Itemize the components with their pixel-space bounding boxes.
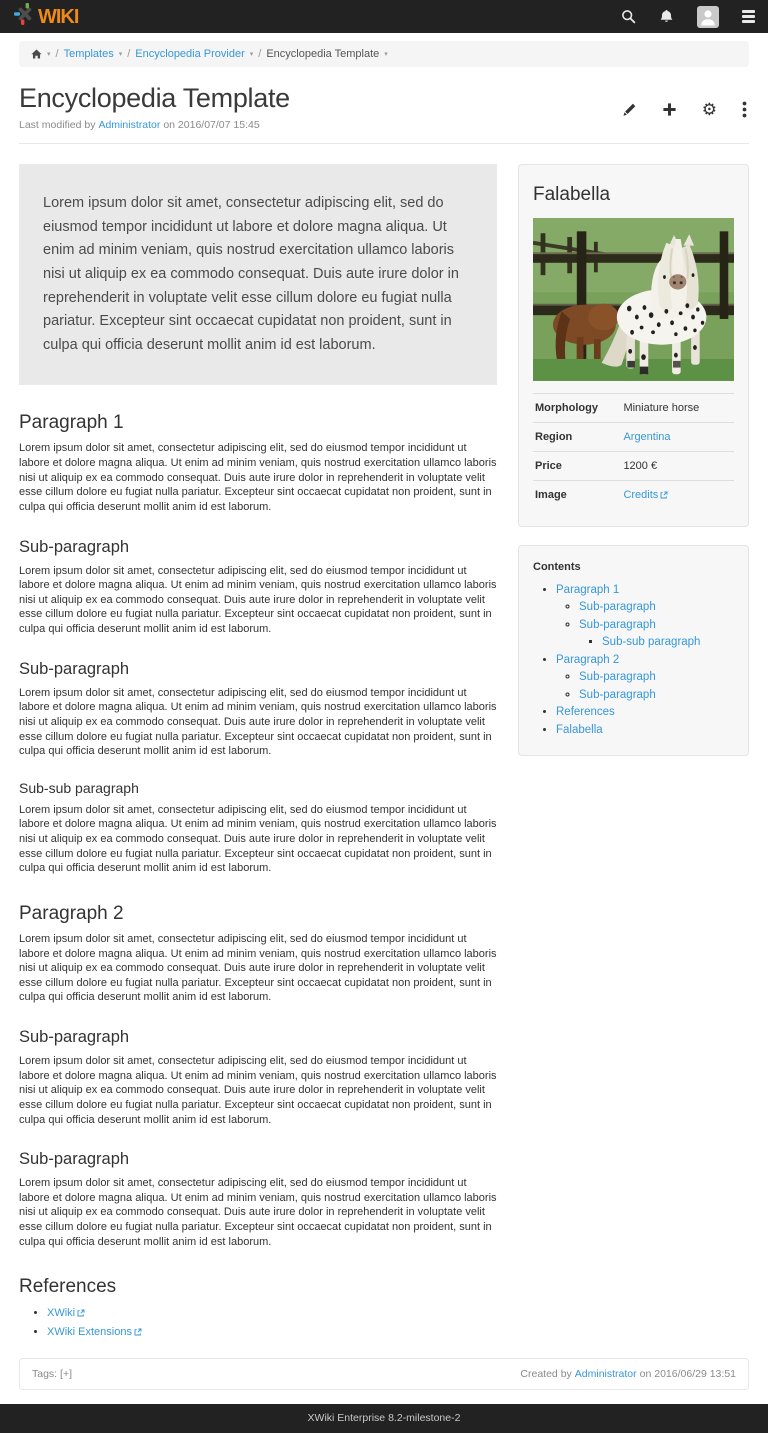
section-sub-paragraph-1b (19, 660, 497, 759)
section-paragraph-1 (19, 412, 497, 514)
toc-link-sub-paragraph[interactable]: Sub-paragraph (579, 671, 656, 684)
document-footer-bar (19, 1358, 749, 1390)
toc-item (579, 687, 734, 704)
section-body: Lorem ipsum dolor sit amet, consectetur adipiscing elit, sed do eiusmod tempor incididunt ut labore et dolore magna aliqua. Ut enim ad minim veniam, quis nostrud exercitation ullamco laboris nisi ut aliquip ex ea commodo consequat. Duis aute irure dolor in reprehenderit in voluptate velit esse cillum dolore eu fugiat nulla pariatur. Excepteur sint occaecat cupidatat non proident, sunt in culpa qui officia deserunt mollit anim id est laborum. (19, 686, 497, 758)
section-sub-paragraph-2b (19, 1150, 497, 1249)
menu-hamburger-icon[interactable] (742, 10, 755, 23)
toc-link-sub-paragraph[interactable]: Sub-paragraph (579, 618, 656, 631)
row-value: Miniature horse (623, 401, 700, 414)
row-label: Price (535, 459, 562, 472)
add-tag-button[interactable]: [+] (60, 1368, 72, 1381)
table-row (533, 422, 734, 451)
references-list (19, 1305, 497, 1341)
falabella-infobox-panel (518, 164, 749, 527)
templates-caret-icon[interactable]: ▾ (118, 50, 123, 58)
current-page-caret-icon[interactable]: ▾ (384, 50, 388, 58)
section-body: Lorem ipsum dolor sit amet, consectetur adipiscing elit, sed do eiusmod tempor incididunt ut labore et dolore magna aliqua. Ut enim ad minim veniam, quis nostrud exercitation ullamco laboris nisi ut aliquip ex ea commodo consequat. Duis aute irure dolor in reprehenderit in voluptate velit esse cillum dolore eu fugiat nulla pariatur. Excepteur sint occaecat cupidatat non proident, sunt in culpa qui officia deserunt mollit anim id est laborum. (19, 442, 497, 513)
created-by-user-link[interactable]: Administrator (574, 1368, 637, 1381)
xwiki-logo[interactable] (13, 2, 78, 31)
row-label: Image (535, 488, 567, 501)
user-avatar[interactable] (697, 6, 719, 28)
section-body: Lorem ipsum dolor sit amet, consectetur adipiscing elit, sed do eiusmod tempor incididunt ut labore et dolore magna aliqua. Ut enim ad minim veniam, quis nostrud exercitation ullamco laboris nisi ut aliquip ex ea commodo consequat. Duis aute irure dolor in reprehenderit in voluptate velit esse cillum dolore eu fugiat nulla pariatur. Excepteur sint occaecat cupidatat non proident, sunt in culpa qui officia deserunt mollit anim id est laborum. (19, 932, 497, 1004)
document-content (19, 164, 497, 1342)
infobox-table (533, 393, 734, 510)
reference-item (47, 1305, 497, 1323)
created-by-line: Created by Administrator on 2016/06/29 13:51 (520, 1368, 736, 1381)
table-row (533, 480, 734, 510)
section-heading: Paragraph 1 (19, 412, 124, 434)
toc-link-falabella[interactable]: Falabella (556, 723, 603, 736)
toc-link-sub-sub-paragraph[interactable]: Sub-sub paragraph (602, 636, 701, 649)
toc-link-references[interactable]: References (556, 706, 615, 719)
page-title: Encyclopedia Template (19, 83, 290, 113)
lead-paragraph-box: Lorem ipsum dolor sit amet, consectetur adipiscing elit, sed do eiusmod tempor incididunt ut labore et dolore magna aliqua. Ut enim ad minim veniam, quis nostrud exercitation ullamco laboris nisi ut aliquip ex ea commodo consequat. Duis aute irure dolor in reprehenderit in voluptate velit esse cillum dolore eu fugiat nulla pariatur. Excepteur sint occaecat cupidatat non proident, sunt in culpa qui officia deserunt mollit anim id est laborum. (19, 164, 497, 385)
row-label: Morphology (535, 401, 598, 414)
table-row (533, 393, 734, 422)
section-heading: Sub-paragraph (19, 659, 130, 678)
section-paragraph-2 (19, 903, 497, 1005)
row-value: 1200 € (623, 459, 658, 472)
region-argentina-link[interactable]: Argentina (623, 430, 671, 443)
section-heading: Sub-paragraph (19, 537, 130, 556)
toc-item (556, 582, 734, 652)
infobox-title: Falabella (533, 184, 611, 205)
admin-gear-icon[interactable]: ⚙ (701, 100, 717, 119)
xwiki-logo-text: WIKI (38, 5, 79, 28)
table-row (533, 451, 734, 480)
section-body: Lorem ipsum dolor sit amet, consectetur adipiscing elit, sed do eiusmod tempor incididunt ut labore et dolore magna aliqua. Ut enim ad minim veniam, quis nostrud exercitation ullamco laboris nisi ut aliquip ex ea commodo consequat. Duis aute irure dolor in reprehenderit in voluptate velit esse cillum dolore eu fugiat nulla pariatur. Excepteur sint occaecat cupidatat non proident, sunt in culpa qui officia deserunt mollit anim id est laborum. (19, 1055, 497, 1126)
right-sidebar (518, 164, 749, 774)
page-action-buttons (622, 101, 747, 118)
toc-list (533, 582, 734, 739)
section-heading: Sub-sub paragraph (19, 779, 139, 796)
section-body: Lorem ipsum dolor sit amet, consectetur adipiscing elit, sed do eiusmod tempor incididunt ut labore et dolore magna aliqua. Ut enim ad minim veniam, quis nostrud exercitation ullamco laboris nisi ut aliquip ex ea commodo consequat. Duis aute irure dolor in reprehenderit in voluptate velit esse cillum dolore eu fugiat nulla pariatur. Excepteur sint occaecat cupidatat non proident, sunt in culpa qui officia deserunt mollit anim id est laborum. (19, 564, 497, 635)
section-sub-paragraph-1a (19, 538, 497, 637)
tags-area (32, 1368, 72, 1380)
toc-item (579, 617, 734, 652)
contents-panel (518, 545, 749, 756)
references-heading: References (19, 1276, 117, 1298)
image-credits-link[interactable]: Credits (623, 488, 659, 501)
site-footer (0, 1404, 768, 1433)
toc-item (602, 634, 734, 651)
row-label: Region (535, 430, 573, 443)
toc-link-paragraph-2[interactable]: Paragraph 2 (556, 653, 620, 666)
falabella-horse-image (533, 218, 734, 381)
section-heading: Sub-paragraph (19, 1028, 130, 1046)
external-link-icon (660, 490, 668, 502)
home-caret-icon[interactable]: ▾ (47, 50, 51, 58)
toc-link-sub-paragraph[interactable]: Sub-paragraph (579, 688, 656, 701)
document-header (19, 83, 749, 144)
top-navbar (0, 0, 768, 33)
xwiki-logo-x-icon (13, 2, 37, 31)
reference-item (47, 1324, 497, 1342)
toc-item (579, 669, 734, 686)
notifications-bell-icon[interactable] (659, 9, 674, 24)
breadcrumb-link-encyclopedia-provider[interactable]: Encyclopedia Provider (135, 48, 245, 60)
section-body: Lorem ipsum dolor sit amet, consectetur adipiscing elit, sed do eiusmod tempor incididunt ut labore et dolore magna aliqua. Ut enim ad minim veniam, quis nostrud exercitation ullamco laboris nisi ut aliquip ex ea commodo consequat. Duis aute irure dolor in reprehenderit in voluptate velit esse cillum dolore eu fugiat nulla pariatur. Excepteur sint occaecat cupidatat non proident, sunt in culpa qui officia deserunt mollit anim id est laborum. (19, 1177, 497, 1248)
edit-pencil-icon[interactable] (622, 102, 637, 117)
section-heading: Paragraph 2 (19, 902, 124, 924)
toc-item (579, 599, 734, 616)
section-sub-sub-paragraph (19, 780, 497, 876)
toc-link-sub-paragraph[interactable]: Sub-paragraph (579, 601, 656, 614)
section-body: Lorem ipsum dolor sit amet, consectetur adipiscing elit, sed do eiusmod tempor incididunt ut labore et dolore magna aliqua. Ut enim ad minim veniam, quis nostrud exercitation ullamco laboris nisi ut aliquip ex ea commodo consequat. Duis aute irure dolor in reprehenderit in voluptate velit esse cillum dolore eu fugiat nulla pariatur. Excepteur sint occaecat cupidatat non proident, sunt in culpa qui officia deserunt mollit anim id est laborum. (19, 803, 497, 875)
xwiki-link[interactable]: XWiki (47, 1307, 76, 1320)
more-actions-ellipsis-icon[interactable] (742, 101, 747, 118)
tags-label: Tags: (32, 1368, 58, 1381)
external-link-icon (77, 1306, 85, 1323)
toc-link-paragraph-1[interactable]: Paragraph 1 (556, 583, 620, 596)
search-icon[interactable] (621, 9, 636, 24)
last-modified-line: Last modified by Administrator on 2016/07/07 15:45 (19, 119, 260, 131)
toc-item (556, 652, 734, 704)
section-heading: Sub-paragraph (19, 1150, 130, 1169)
encyclopedia-provider-caret-icon[interactable]: ▾ (249, 50, 254, 58)
xwiki-extensions-link[interactable]: XWiki Extensions (47, 1325, 132, 1338)
breadcrumb: ▾ / Templates ▾ / Encyclopedia Provider ▾ / Encyclopedia Template ▾ (19, 41, 749, 67)
section-references (19, 1276, 497, 1341)
modified-by-user-link[interactable]: Administrator (98, 119, 161, 131)
section-sub-paragraph-2a (19, 1028, 497, 1127)
breadcrumb-current-page: Encyclopedia Template (266, 48, 380, 60)
create-plus-icon[interactable] (662, 102, 677, 117)
breadcrumb-link-templates[interactable]: Templates (63, 48, 114, 60)
contents-title: Contents (533, 560, 581, 573)
external-link-icon (134, 1325, 142, 1342)
toc-item (556, 722, 734, 739)
toc-item (556, 704, 734, 721)
version-text: XWiki Enterprise 8.2-milestone-2 (307, 1412, 461, 1425)
home-icon[interactable] (31, 49, 42, 59)
